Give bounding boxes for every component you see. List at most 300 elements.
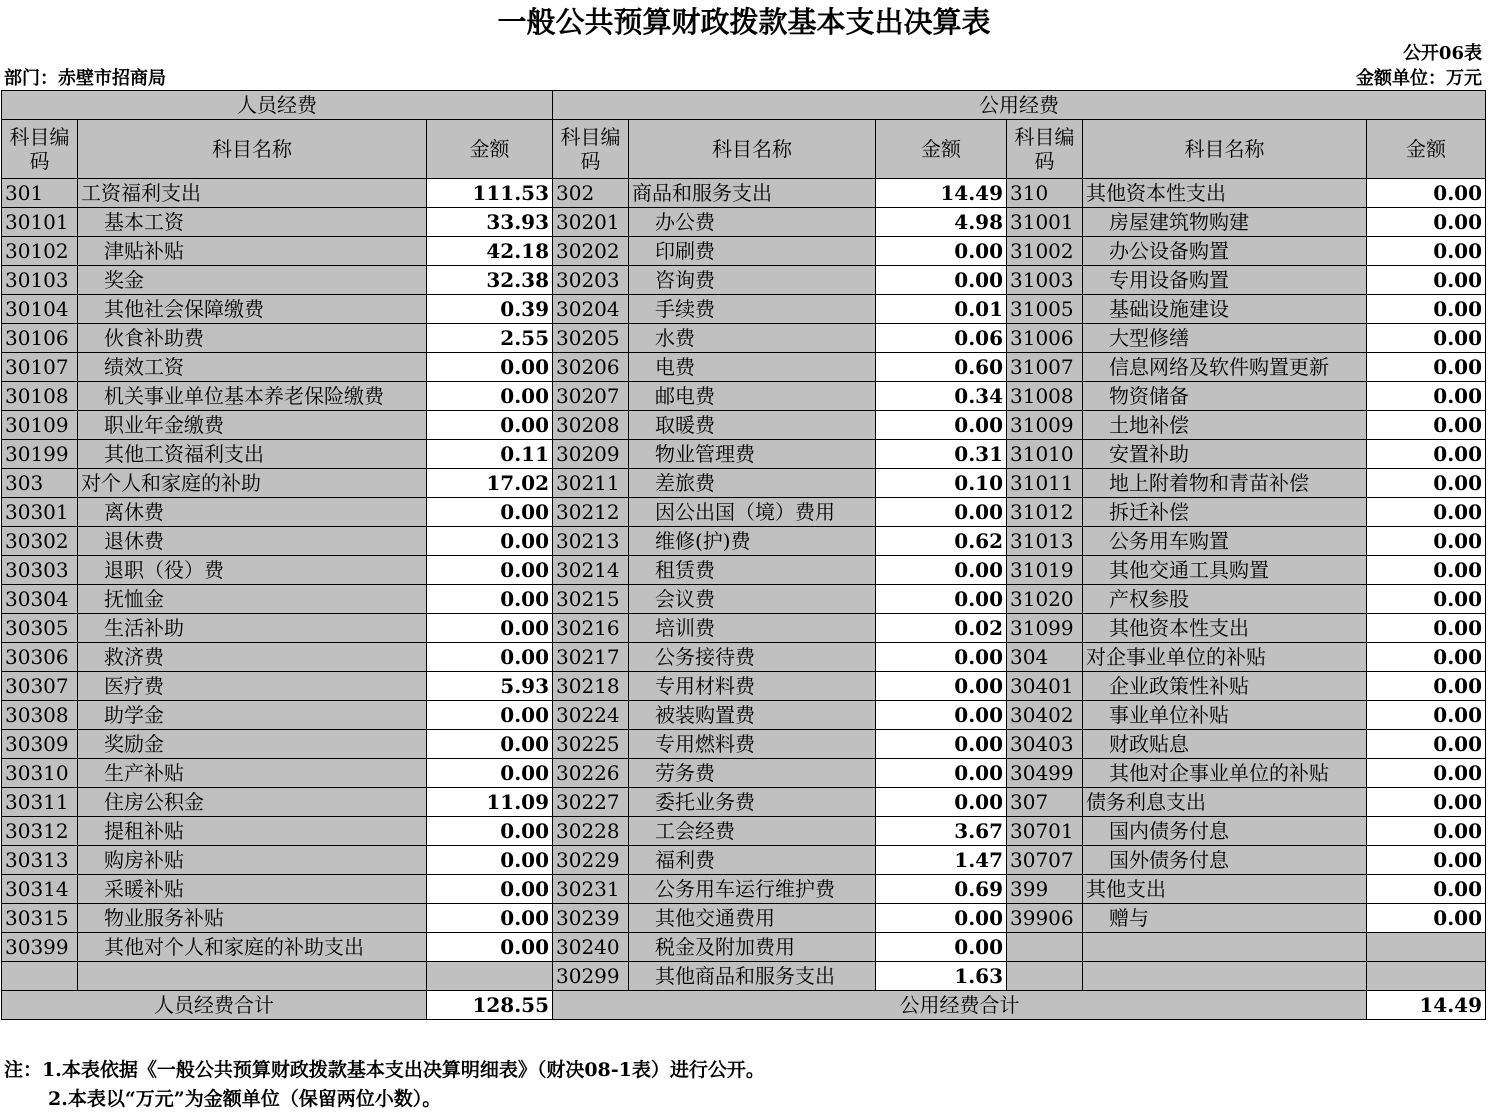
personnel-amount-cell: 0.00 <box>427 556 553 585</box>
personnel-name-cell: 采暖补贴 <box>78 875 427 904</box>
personnel-amount-cell: 0.39 <box>427 295 553 324</box>
public-b-name-cell: 地上附着物和青苗补偿 <box>1083 469 1367 498</box>
public-b-amount-cell: 0.00 <box>1367 382 1486 411</box>
personnel-code-cell: 30199 <box>2 440 78 469</box>
personnel-amount-cell: 0.00 <box>427 701 553 730</box>
public-a-name-cell: 委托业务费 <box>629 788 876 817</box>
personnel-name-cell: 机关事业单位基本养老保险缴费 <box>78 382 427 411</box>
table-row <box>2 846 1486 875</box>
public-b-code-cell: 31002 <box>1007 237 1083 266</box>
table-row <box>2 730 1486 759</box>
public-b-code-cell: 31020 <box>1007 585 1083 614</box>
public-b-code-cell: 30499 <box>1007 759 1083 788</box>
public-a-code-cell: 30231 <box>553 875 629 904</box>
personnel-amount-cell: 0.00 <box>427 846 553 875</box>
table-row <box>2 962 1486 991</box>
public-b-amount-cell: 0.00 <box>1367 237 1486 266</box>
public-b-code-cell: 31009 <box>1007 411 1083 440</box>
public-a-amount-cell: 0.00 <box>876 730 1007 759</box>
personnel-code-cell <box>2 962 78 991</box>
public-a-code-cell: 30229 <box>553 846 629 875</box>
public-a-amount-cell: 0.00 <box>876 933 1007 962</box>
personnel-code-cell: 30306 <box>2 643 78 672</box>
personnel-amount-cell: 0.00 <box>427 382 553 411</box>
personnel-code-cell: 30399 <box>2 933 78 962</box>
personnel-amount-cell: 0.00 <box>427 411 553 440</box>
personnel-name-cell: 物业服务补贴 <box>78 904 427 933</box>
personnel-code-cell: 30103 <box>2 266 78 295</box>
personnel-code-cell: 30301 <box>2 498 78 527</box>
public-a-name-cell: 办公费 <box>629 208 876 237</box>
public-b-name-cell: 安置补助 <box>1083 440 1367 469</box>
personnel-amount-cell: 0.00 <box>427 933 553 962</box>
personnel-name-cell: 住房公积金 <box>78 788 427 817</box>
public-b-amount-cell: 0.00 <box>1367 817 1486 846</box>
public-b-code-cell: 31010 <box>1007 440 1083 469</box>
table-row <box>2 295 1486 324</box>
public-a-name-cell: 差旅费 <box>629 469 876 498</box>
public-a-amount-cell: 0.00 <box>876 411 1007 440</box>
public-b-name-cell: 其他支出 <box>1083 875 1367 904</box>
public-a-amount-cell: 0.00 <box>876 266 1007 295</box>
public-b-name-cell <box>1083 933 1367 962</box>
personnel-amount-cell: 0.11 <box>427 440 553 469</box>
public-b-amount-cell: 0.00 <box>1367 759 1486 788</box>
personnel-code-cell: 30308 <box>2 701 78 730</box>
public-a-code-cell: 30214 <box>553 556 629 585</box>
public-b-code-cell: 30401 <box>1007 672 1083 701</box>
public-a-amount-cell: 0.60 <box>876 353 1007 382</box>
public-a-code-cell: 30211 <box>553 469 629 498</box>
personnel-code-cell: 30313 <box>2 846 78 875</box>
personnel-code-cell: 30305 <box>2 614 78 643</box>
public-a-amount-cell: 0.00 <box>876 556 1007 585</box>
public-a-code-cell: 30207 <box>553 382 629 411</box>
public-a-name-cell: 咨询费 <box>629 266 876 295</box>
personnel-name-cell: 提租补贴 <box>78 817 427 846</box>
public-b-code-cell: 30701 <box>1007 817 1083 846</box>
personnel-code-cell: 30303 <box>2 556 78 585</box>
public-b-code-cell: 31013 <box>1007 527 1083 556</box>
public-a-amount-cell: 0.62 <box>876 527 1007 556</box>
personnel-amount-cell: 0.00 <box>427 730 553 759</box>
personnel-amount-cell: 0.00 <box>427 904 553 933</box>
public-a-name-cell: 维修(护)费 <box>629 527 876 556</box>
public-a-code-cell: 30206 <box>553 353 629 382</box>
personnel-amount-cell: 5.93 <box>427 672 553 701</box>
public-b-name-cell: 其他对企事业单位的补贴 <box>1083 759 1367 788</box>
col-header-amount: 金额 <box>427 120 553 179</box>
public-b-name-cell: 产权参股 <box>1083 585 1367 614</box>
personnel-code-cell: 30104 <box>2 295 78 324</box>
personnel-name-cell: 其他社会保障缴费 <box>78 295 427 324</box>
public-a-code-cell: 30209 <box>553 440 629 469</box>
personnel-code-cell: 30311 <box>2 788 78 817</box>
personnel-code-cell: 30109 <box>2 411 78 440</box>
public-b-name-cell: 大型修缮 <box>1083 324 1367 353</box>
table-row <box>2 614 1486 643</box>
public-b-amount-cell: 0.00 <box>1367 875 1486 904</box>
public-a-name-cell: 印刷费 <box>629 237 876 266</box>
public-b-amount-cell: 0.00 <box>1367 904 1486 933</box>
personnel-amount-cell: 0.00 <box>427 643 553 672</box>
public-b-amount-cell: 0.00 <box>1367 846 1486 875</box>
expenditure-table <box>1 90 1486 1020</box>
table-row <box>2 643 1486 672</box>
public-a-amount-cell: 0.00 <box>876 237 1007 266</box>
table-row <box>2 585 1486 614</box>
public-b-name-cell: 其他资本性支出 <box>1083 614 1367 643</box>
note-line-1: 注：1.本表依据《一般公共预算财政拨款基本支出决算明细表》（财决08-1表）进行公开。 <box>4 1059 765 1081</box>
personnel-name-cell: 生活补助 <box>78 614 427 643</box>
public-a-name-cell: 手续费 <box>629 295 876 324</box>
public-a-code-cell: 30203 <box>553 266 629 295</box>
public-a-code-cell: 30204 <box>553 295 629 324</box>
table-row <box>2 469 1486 498</box>
public-b-amount-cell: 0.00 <box>1367 469 1486 498</box>
form-number: 公开06表 <box>1402 43 1482 64</box>
personnel-name-cell: 津贴补贴 <box>78 237 427 266</box>
public-b-code-cell: 31005 <box>1007 295 1083 324</box>
personnel-amount-cell: 0.00 <box>427 875 553 904</box>
personnel-amount-cell: 32.38 <box>427 266 553 295</box>
public-b-amount-cell: 0.00 <box>1367 208 1486 237</box>
personnel-name-cell: 其他工资福利支出 <box>78 440 427 469</box>
public-a-amount-cell: 0.00 <box>876 643 1007 672</box>
public-a-name-cell: 其他商品和服务支出 <box>629 962 876 991</box>
public-b-amount-cell: 0.00 <box>1367 672 1486 701</box>
public-a-amount-cell: 0.00 <box>876 904 1007 933</box>
public-b-code-cell: 399 <box>1007 875 1083 904</box>
public-a-name-cell: 专用燃料费 <box>629 730 876 759</box>
personnel-code-cell: 30102 <box>2 237 78 266</box>
public-b-amount-cell: 0.00 <box>1367 556 1486 585</box>
personnel-name-cell: 离休费 <box>78 498 427 527</box>
public-b-name-cell: 国内债务付息 <box>1083 817 1367 846</box>
public-b-amount-cell: 0.00 <box>1367 179 1486 208</box>
public-b-code-cell: 30402 <box>1007 701 1083 730</box>
public-a-amount-cell: 3.67 <box>876 817 1007 846</box>
public-b-name-cell: 拆迁补偿 <box>1083 498 1367 527</box>
public-a-amount-cell: 0.31 <box>876 440 1007 469</box>
public-a-name-cell: 税金及附加费用 <box>629 933 876 962</box>
public-a-code-cell: 30240 <box>553 933 629 962</box>
public-b-amount-cell: 0.00 <box>1367 411 1486 440</box>
personnel-code-cell: 30315 <box>2 904 78 933</box>
public-b-code-cell: 31011 <box>1007 469 1083 498</box>
personnel-code-cell: 301 <box>2 179 78 208</box>
personnel-name-cell: 医疗费 <box>78 672 427 701</box>
col-header-amount: 金额 <box>1367 120 1486 179</box>
personnel-code-cell: 30309 <box>2 730 78 759</box>
public-total-amount: 14.49 <box>1367 991 1486 1020</box>
public-b-name-cell: 办公设备购置 <box>1083 237 1367 266</box>
table-row <box>2 904 1486 933</box>
personnel-name-cell: 伙食补助费 <box>78 324 427 353</box>
public-b-name-cell: 财政贴息 <box>1083 730 1367 759</box>
public-a-code-cell: 302 <box>553 179 629 208</box>
personnel-total-label: 人员经费合计 <box>2 991 427 1020</box>
public-a-amount-cell: 0.00 <box>876 788 1007 817</box>
public-b-name-cell: 物资储备 <box>1083 382 1367 411</box>
public-a-amount-cell: 0.00 <box>876 759 1007 788</box>
public-b-code-cell: 31019 <box>1007 556 1083 585</box>
public-a-code-cell: 30216 <box>553 614 629 643</box>
personnel-name-cell: 其他对个人和家庭的补助支出 <box>78 933 427 962</box>
public-b-name-cell: 债务利息支出 <box>1083 788 1367 817</box>
public-a-code-cell: 30226 <box>553 759 629 788</box>
public-a-code-cell: 30217 <box>553 643 629 672</box>
personnel-amount-cell: 0.00 <box>427 527 553 556</box>
public-b-name-cell: 专用设备购置 <box>1083 266 1367 295</box>
table-row <box>2 353 1486 382</box>
public-a-code-cell: 30201 <box>553 208 629 237</box>
personnel-name-cell: 职业年金缴费 <box>78 411 427 440</box>
personnel-amount-cell <box>427 962 553 991</box>
public-a-name-cell: 物业管理费 <box>629 440 876 469</box>
personnel-amount-cell: 2.55 <box>427 324 553 353</box>
amount-unit-label: 金额单位：万元 <box>1356 68 1482 89</box>
public-a-name-cell: 培训费 <box>629 614 876 643</box>
public-a-amount-cell: 0.00 <box>876 701 1007 730</box>
table-row <box>2 382 1486 411</box>
public-a-amount-cell: 0.34 <box>876 382 1007 411</box>
table-row <box>2 556 1486 585</box>
public-b-amount-cell: 0.00 <box>1367 585 1486 614</box>
personnel-name-cell: 奖金 <box>78 266 427 295</box>
public-a-code-cell: 30218 <box>553 672 629 701</box>
table-row <box>2 411 1486 440</box>
public-a-name-cell: 会议费 <box>629 585 876 614</box>
public-a-name-cell: 租赁费 <box>629 556 876 585</box>
table-row <box>2 817 1486 846</box>
personnel-code-cell: 30312 <box>2 817 78 846</box>
personnel-amount-cell: 111.53 <box>427 179 553 208</box>
personnel-code-cell: 30307 <box>2 672 78 701</box>
public-a-code-cell: 30205 <box>553 324 629 353</box>
public-a-name-cell: 被装购置费 <box>629 701 876 730</box>
table-row <box>2 759 1486 788</box>
public-b-code-cell: 30403 <box>1007 730 1083 759</box>
public-a-code-cell: 30224 <box>553 701 629 730</box>
personnel-name-cell: 退职（役）费 <box>78 556 427 585</box>
public-b-name-cell: 基础设施建设 <box>1083 295 1367 324</box>
public-b-amount-cell: 0.00 <box>1367 353 1486 382</box>
public-a-code-cell: 30239 <box>553 904 629 933</box>
public-b-amount-cell <box>1367 962 1486 991</box>
public-a-name-cell: 公务用车运行维护费 <box>629 875 876 904</box>
public-b-code-cell: 39906 <box>1007 904 1083 933</box>
public-b-name-cell: 其他资本性支出 <box>1083 179 1367 208</box>
public-a-code-cell: 30299 <box>553 962 629 991</box>
public-b-amount-cell: 0.00 <box>1367 701 1486 730</box>
table-row <box>2 933 1486 962</box>
totals-row <box>2 991 1486 1020</box>
public-b-code-cell: 31006 <box>1007 324 1083 353</box>
public-a-amount-cell: 0.10 <box>876 469 1007 498</box>
public-b-code-cell <box>1007 933 1083 962</box>
public-a-code-cell: 30227 <box>553 788 629 817</box>
personnel-name-cell: 助学金 <box>78 701 427 730</box>
public-a-name-cell: 工会经费 <box>629 817 876 846</box>
public-b-amount-cell: 0.00 <box>1367 440 1486 469</box>
public-a-name-cell: 水费 <box>629 324 876 353</box>
public-a-amount-cell: 0.00 <box>876 585 1007 614</box>
public-a-name-cell: 邮电费 <box>629 382 876 411</box>
public-b-code-cell: 304 <box>1007 643 1083 672</box>
personnel-code-cell: 30106 <box>2 324 78 353</box>
personnel-code-cell: 30302 <box>2 527 78 556</box>
personnel-name-cell: 退休费 <box>78 527 427 556</box>
public-a-code-cell: 30208 <box>553 411 629 440</box>
table-row <box>2 498 1486 527</box>
public-a-name-cell: 福利费 <box>629 846 876 875</box>
personnel-code-cell: 303 <box>2 469 78 498</box>
personnel-code-cell: 30108 <box>2 382 78 411</box>
col-header-name: 科目名称 <box>629 120 876 179</box>
public-a-amount-cell: 0.01 <box>876 295 1007 324</box>
public-total-label: 公用经费合计 <box>553 991 1367 1020</box>
note-line-2: 2.本表以“万元”为金额单位（保留两位小数）。 <box>48 1088 442 1110</box>
public-a-name-cell: 公务接待费 <box>629 643 876 672</box>
public-b-name-cell: 事业单位补贴 <box>1083 701 1367 730</box>
col-header-code: 科目编码 <box>553 120 629 179</box>
public-a-amount-cell: 0.06 <box>876 324 1007 353</box>
public-b-code-cell <box>1007 962 1083 991</box>
public-b-code-cell: 307 <box>1007 788 1083 817</box>
public-b-amount-cell: 0.00 <box>1367 295 1486 324</box>
table-row <box>2 179 1486 208</box>
table-row <box>2 208 1486 237</box>
personnel-amount-cell: 33.93 <box>427 208 553 237</box>
table-row <box>2 266 1486 295</box>
public-a-amount-cell: 0.00 <box>876 498 1007 527</box>
personnel-code-cell: 30304 <box>2 585 78 614</box>
col-header-amount: 金额 <box>876 120 1007 179</box>
public-b-amount-cell: 0.00 <box>1367 498 1486 527</box>
table-row <box>2 324 1486 353</box>
public-a-code-cell: 30213 <box>553 527 629 556</box>
personnel-name-cell: 抚恤金 <box>78 585 427 614</box>
personnel-name-cell: 购房补贴 <box>78 846 427 875</box>
public-b-code-cell: 31008 <box>1007 382 1083 411</box>
public-b-name-cell <box>1083 962 1367 991</box>
col-header-name: 科目名称 <box>78 120 427 179</box>
personnel-amount-cell: 42.18 <box>427 237 553 266</box>
public-b-code-cell: 310 <box>1007 179 1083 208</box>
public-section-header: 公用经费 <box>553 91 1486 120</box>
personnel-name-cell <box>78 962 427 991</box>
public-a-amount-cell: 0.02 <box>876 614 1007 643</box>
public-b-code-cell: 31003 <box>1007 266 1083 295</box>
personnel-name-cell: 工资福利支出 <box>78 179 427 208</box>
public-b-amount-cell: 0.00 <box>1367 614 1486 643</box>
public-a-amount-cell: 4.98 <box>876 208 1007 237</box>
personnel-amount-cell: 0.00 <box>427 585 553 614</box>
public-a-amount-cell: 14.49 <box>876 179 1007 208</box>
page-title: 一般公共预算财政拨款基本支出决算表 <box>497 5 991 39</box>
personnel-amount-cell: 11.09 <box>427 788 553 817</box>
public-b-name-cell: 信息网络及软件购置更新 <box>1083 353 1367 382</box>
personnel-amount-cell: 0.00 <box>427 759 553 788</box>
public-b-code-cell: 31099 <box>1007 614 1083 643</box>
public-a-name-cell: 商品和服务支出 <box>629 179 876 208</box>
personnel-amount-cell: 0.00 <box>427 353 553 382</box>
public-b-code-cell: 30707 <box>1007 846 1083 875</box>
table-row <box>2 527 1486 556</box>
col-header-name: 科目名称 <box>1083 120 1367 179</box>
public-b-code-cell: 31012 <box>1007 498 1083 527</box>
personnel-name-cell: 救济费 <box>78 643 427 672</box>
personnel-code-cell: 30314 <box>2 875 78 904</box>
public-a-code-cell: 30215 <box>553 585 629 614</box>
public-a-name-cell: 因公出国（境）费用 <box>629 498 876 527</box>
public-a-name-cell: 取暖费 <box>629 411 876 440</box>
public-a-name-cell: 专用材料费 <box>629 672 876 701</box>
public-b-amount-cell <box>1367 933 1486 962</box>
personnel-code-cell: 30310 <box>2 759 78 788</box>
table-row <box>2 237 1486 266</box>
public-b-name-cell: 土地补偿 <box>1083 411 1367 440</box>
personnel-name-cell: 奖励金 <box>78 730 427 759</box>
table-row <box>2 788 1486 817</box>
public-b-name-cell: 公务用车购置 <box>1083 527 1367 556</box>
public-b-name-cell: 其他交通工具购置 <box>1083 556 1367 585</box>
public-a-code-cell: 30212 <box>553 498 629 527</box>
public-b-name-cell: 房屋建筑物购建 <box>1083 208 1367 237</box>
public-a-name-cell: 劳务费 <box>629 759 876 788</box>
public-a-code-cell: 30228 <box>553 817 629 846</box>
personnel-amount-cell: 0.00 <box>427 817 553 846</box>
personnel-section-header: 人员经费 <box>2 91 553 120</box>
public-a-amount-cell: 0.69 <box>876 875 1007 904</box>
public-b-name-cell: 国外债务付息 <box>1083 846 1367 875</box>
personnel-code-cell: 30101 <box>2 208 78 237</box>
department-label: 部门：赤壁市招商局 <box>4 68 166 89</box>
personnel-amount-cell: 0.00 <box>427 614 553 643</box>
public-a-code-cell: 30202 <box>553 237 629 266</box>
public-a-name-cell: 其他交通费用 <box>629 904 876 933</box>
public-a-amount-cell: 1.63 <box>876 962 1007 991</box>
personnel-name-cell: 生产补贴 <box>78 759 427 788</box>
public-b-amount-cell: 0.00 <box>1367 643 1486 672</box>
public-b-code-cell: 31007 <box>1007 353 1083 382</box>
col-header-code: 科目编码 <box>2 120 78 179</box>
public-b-name-cell: 对企事业单位的补贴 <box>1083 643 1367 672</box>
public-b-name-cell: 企业政策性补贴 <box>1083 672 1367 701</box>
personnel-code-cell: 30107 <box>2 353 78 382</box>
public-b-name-cell: 赠与 <box>1083 904 1367 933</box>
col-header-code: 科目编码 <box>1007 120 1083 179</box>
table-row <box>2 875 1486 904</box>
table-row <box>2 701 1486 730</box>
table-row <box>2 440 1486 469</box>
public-b-code-cell: 31001 <box>1007 208 1083 237</box>
public-b-amount-cell: 0.00 <box>1367 730 1486 759</box>
public-b-amount-cell: 0.00 <box>1367 266 1486 295</box>
public-a-code-cell: 30225 <box>553 730 629 759</box>
public-b-amount-cell: 0.00 <box>1367 324 1486 353</box>
personnel-name-cell: 对个人和家庭的补助 <box>78 469 427 498</box>
personnel-name-cell: 基本工资 <box>78 208 427 237</box>
public-b-amount-cell: 0.00 <box>1367 788 1486 817</box>
public-a-amount-cell: 0.00 <box>876 672 1007 701</box>
public-b-amount-cell: 0.00 <box>1367 527 1486 556</box>
public-a-name-cell: 电费 <box>629 353 876 382</box>
personnel-name-cell: 绩效工资 <box>78 353 427 382</box>
table-row <box>2 672 1486 701</box>
personnel-total-amount: 128.55 <box>427 991 553 1020</box>
